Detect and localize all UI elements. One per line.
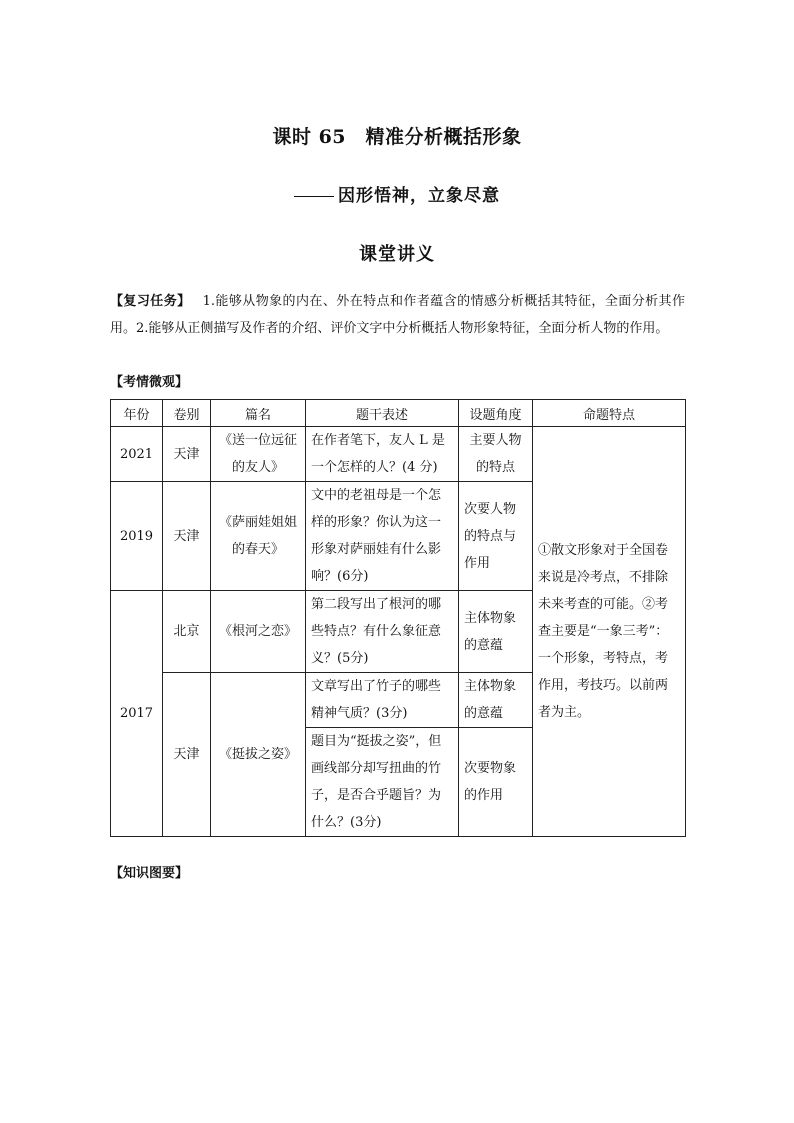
- subtitle-dash: [294, 196, 334, 197]
- cell-angle: 主体物象的意蕴: [459, 591, 533, 673]
- cell-paper: 天津: [163, 673, 211, 837]
- cell-paper: 天津: [163, 427, 211, 482]
- cell-title: 《根河之恋》: [211, 591, 306, 673]
- cell-title: 《萨丽娃姐姐的春天》: [211, 482, 306, 591]
- cell-year: 2019: [111, 482, 163, 591]
- cell-angle: 次要物象的作用: [459, 728, 533, 837]
- table-header-row: [111, 400, 686, 427]
- header-angle: 设题角度: [459, 400, 533, 427]
- page-subtitle: [0, 181, 794, 206]
- cell-title: 《挺拔之姿》: [211, 673, 306, 837]
- overview-label: 【考情微观】: [110, 375, 189, 390]
- cell-question: 文中的老祖母是一个怎样的形象？你认为这一形象对萨丽娃有什么影响？(6分): [306, 482, 459, 591]
- cell-question: 文章写出了竹子的哪些精神气质？(3分): [306, 673, 459, 728]
- exam-overview-table: [110, 399, 686, 837]
- header-title: 篇名: [211, 400, 306, 427]
- cell-paper: 北京: [163, 591, 211, 673]
- header-question: 题干表述: [306, 400, 459, 427]
- cell-year: 2021: [111, 427, 163, 482]
- cell-question: 题目为“挺拔之姿”，但画线部分却写扭曲的竹子，是否合乎题旨？为什么？(3分): [306, 728, 459, 837]
- cell-paper: 天津: [163, 482, 211, 591]
- knowledge-label: 【知识图要】: [110, 866, 189, 881]
- header-year: 年份: [111, 400, 163, 427]
- review-task-label: 【复习任务】: [110, 294, 191, 309]
- review-task: [110, 288, 685, 342]
- header-paper: 卷别: [163, 400, 211, 427]
- cell-angle: 主要人物的特点: [459, 427, 533, 482]
- header-feature: 命题特点: [533, 400, 686, 427]
- page-title: 课时 65 精准分析概括形象: [272, 126, 522, 148]
- cell-angle: 次要人物的特点与作用: [459, 482, 533, 591]
- cell-year: 2017: [111, 591, 163, 837]
- subtitle-text: 因形悟神，立象尽意: [338, 186, 500, 206]
- cell-angle: 主体物象的意蕴: [459, 673, 533, 728]
- table-row: [111, 427, 686, 482]
- cell-feature: ①散文形象对于全国卷来说是冷考点，不排除未来考查的可能。②考查主要是“一象三考”：一个形象，考特点，考作用，考技巧。以前两者为主。: [533, 427, 686, 837]
- section-heading: 课堂讲义: [359, 244, 435, 265]
- review-task-text: 1.能够从物象的内在、外在特点和作者蕴含的情感分析概括其特征，全面分析其作用。2.能够从正侧描写及作者的介绍、评价文字中分析概括人物形象特征，全面分析人物的作用。: [110, 294, 685, 336]
- cell-title: 《送一位远征的友人》: [211, 427, 306, 482]
- cell-question: 第二段写出了根河的哪些特点？有什么象征意义？(5分): [306, 591, 459, 673]
- cell-question: 在作者笔下，友人 L 是一个怎样的人？(4 分): [306, 427, 459, 482]
